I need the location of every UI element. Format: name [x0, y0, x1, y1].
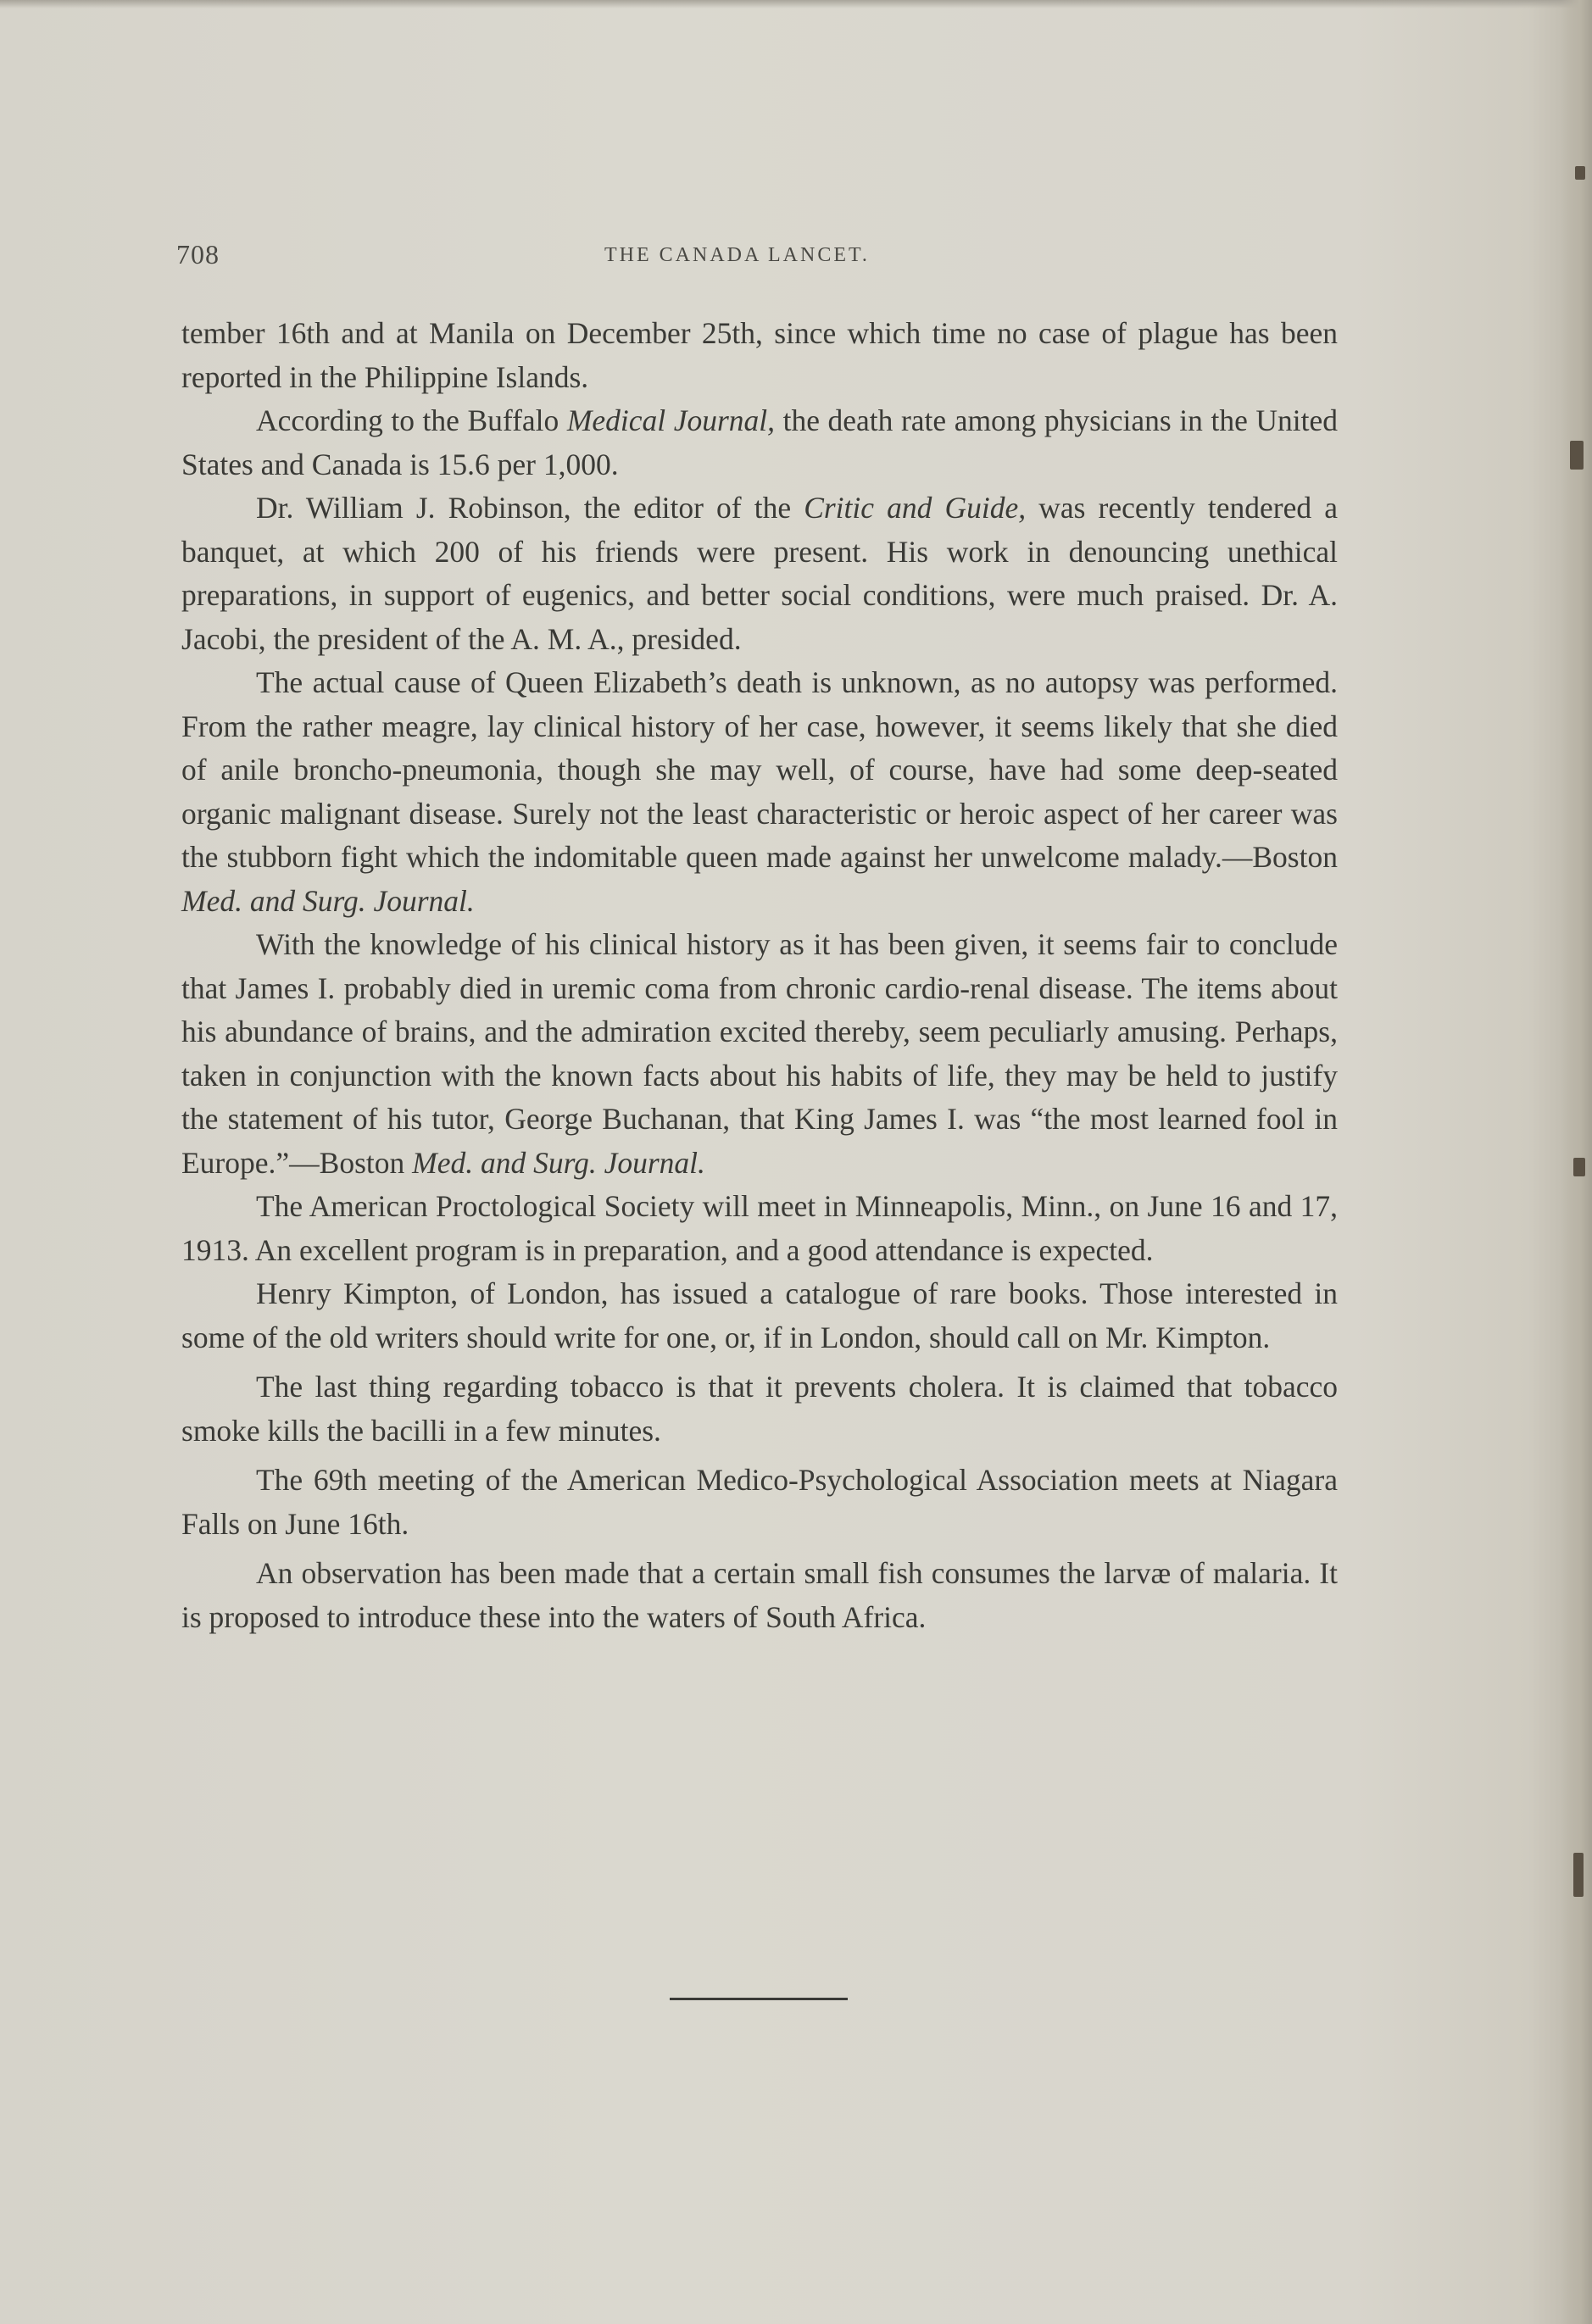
edge-mark: [1573, 1158, 1585, 1176]
paragraph-text: According to the Buffalo: [256, 403, 567, 437]
paragraph: [181, 1185, 1338, 1272]
page-header: [176, 239, 1346, 273]
paragraph-text: Henry Kimpton, of London, has issued a catalogue of rare books. Those interested in some of the old writers should write for one, or, if in London, should call on Mr. Kimpton.: [181, 1276, 1338, 1354]
paragraph: [181, 312, 1338, 399]
paragraph-text: An observation has been made that a certain small fish consumes the larvæ of malaria. It is proposed to introduce these into the waters of South Africa.: [181, 1556, 1338, 1634]
paragraph: [181, 1365, 1338, 1453]
section-divider: [670, 1998, 848, 2000]
paragraph: [181, 1459, 1338, 1546]
paragraph: [181, 661, 1338, 923]
italic-citation: Medical Journal,: [566, 403, 776, 437]
page-top-shadow: [0, 0, 1592, 8]
paragraph-text: The American Proctological Society will meet in Minneapolis, Minn., on June 16 and 17, 1913. An excellent program is in preparation, and a good attendance is expected.: [181, 1189, 1338, 1267]
edge-mark: [1575, 166, 1585, 180]
paragraph: [181, 486, 1338, 661]
italic-citation: Critic and Guide,: [804, 491, 1027, 525]
edge-mark: [1573, 1853, 1584, 1897]
article-body: [181, 312, 1338, 1639]
page-number: 708: [176, 239, 220, 270]
paragraph-text: The last thing regarding tobacco is that it prevents cholera. It is claimed that tobacco smoke kills the bacilli in a few minutes.: [181, 1370, 1338, 1448]
paragraph-text: was recently tendered a banquet, at which 200 of his friends were present. His work in denouncing unethical preparations, in support of eugenics, and better social conditions, were much praised. Dr. A. Jacobi, the president of the A. M. A., presided.: [181, 491, 1338, 656]
paragraph-text: the death rate among physicians in the United States and Canada is 15.6 per 1,000.: [181, 403, 1338, 481]
paragraph: [181, 399, 1338, 486]
italic-citation: Med. and Surg. Journal.: [412, 1145, 705, 1180]
edge-mark: [1570, 441, 1584, 470]
running-head: THE CANADA LANCET.: [604, 244, 870, 266]
paragraph-text: tember 16th and at Manila on December 25th, since which time no case of plague has been reported in the Philippine Islands.: [181, 316, 1338, 394]
paragraph: [181, 923, 1338, 1185]
paragraph-text: With the knowledge of his clinical history as it has been given, it seems fair to conclude that James I. probably died in uremic coma from chronic cardio-renal disease. The items about his abundance of brains, and the admiration excited thereby, seem peculiarly amusing. Perhaps, taken in conjunction with the known facts about his habits of life, they may be held to justify the statement of his tutor, George Buchanan, that King James I. was “the most learned fool in Europe.”—Boston: [181, 927, 1338, 1180]
paragraph-text: Dr. William J. Robinson, the editor of the: [256, 491, 804, 525]
paragraph-text: The actual cause of Queen Elizabeth’s death is unknown, as no autopsy was performed. From the rather meagre, lay clinical history of her case, however, it seems likely that she died of anile broncho-pneumonia, though she may well, of course, have had some deep-seated organic malignant disease. Surely not the least characteristic or heroic aspect of her career was the stubborn fight which the indomitable queen made against her unwelcome malady.—Boston: [181, 665, 1338, 874]
paragraph-text: The 69th meeting of the American Medico-Psychological Association meets at Niagara Falls on June 16th.: [181, 1463, 1338, 1541]
paragraph: [181, 1552, 1338, 1639]
italic-citation: Med. and Surg. Journal.: [181, 883, 475, 918]
paragraph: [181, 1272, 1338, 1359]
